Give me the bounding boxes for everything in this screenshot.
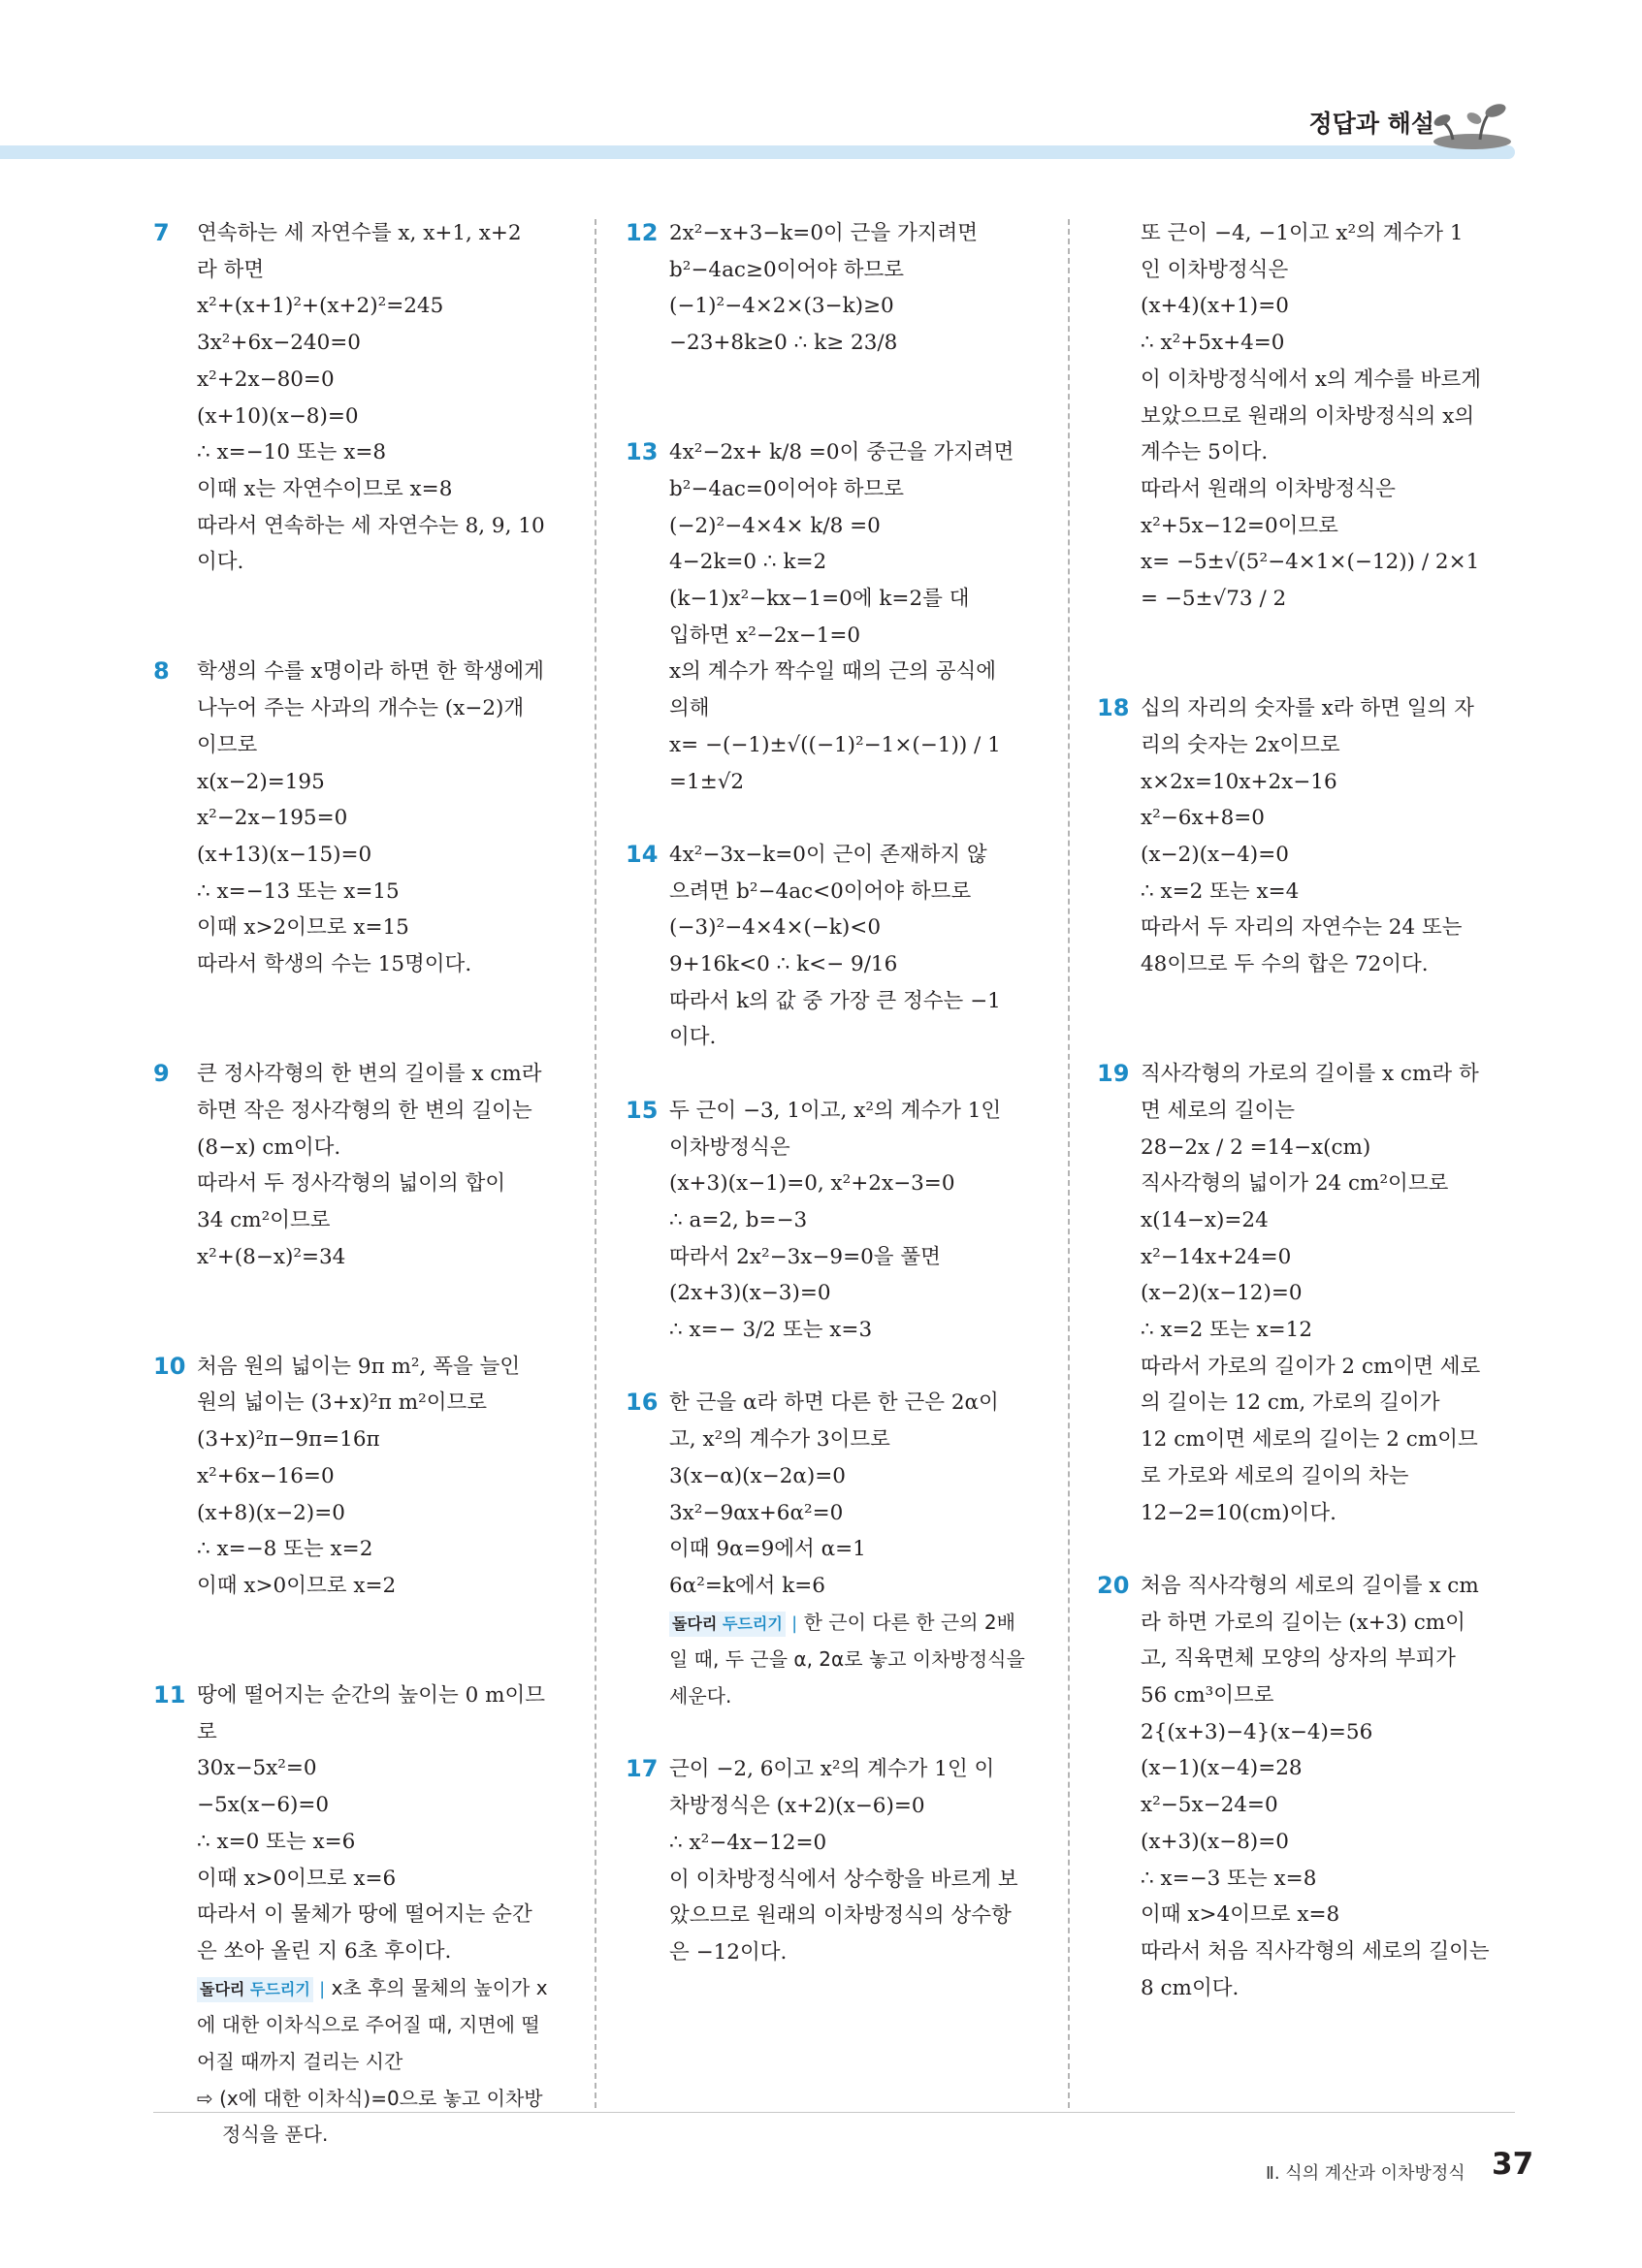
solution-line: 30x−5x²=0 [197, 1756, 317, 1781]
solution-line: 한 근을 α라 하면 다른 한 근은 2α이 [669, 1390, 999, 1416]
solution-line: (2x+3)(x−3)=0 [669, 1281, 831, 1306]
solution-line: 따라서 학생의 수는 15명이다. [197, 952, 472, 977]
sprout-icon [1432, 101, 1513, 149]
solution-line: (x+3)(x−8)=0 [1141, 1829, 1289, 1854]
problem-number: 11 [153, 1681, 186, 1709]
solution-line: 3(x−α)(x−2α)=0 [669, 1463, 846, 1488]
solution-line: 28−2x / 2 =14−x(cm) [1141, 1134, 1371, 1160]
solution-line: 라 하면 [197, 257, 265, 282]
solution-line: x²+2x−80=0 [197, 367, 335, 392]
solution-line: 2x²−x+3−k=0이 근을 가지려면 [669, 221, 979, 245]
solution-line: 9+16k<0 ∴ k<− 9/16 [669, 952, 898, 977]
tip-badge: 돌다리 두드리기 [669, 1612, 786, 1637]
tip-line: ⇨ (x에 대한 이차식)=0으로 놓고 이차방 [197, 2086, 543, 2110]
problem-number: 17 [626, 1755, 659, 1783]
solution-line: (−1)²−4×2×(3−k)≥0 [669, 294, 894, 319]
solution-line: 학생의 수를 x명이라 하면 한 학생에게 [197, 659, 544, 685]
column-divider-2 [1068, 219, 1070, 2108]
solution-line: =1±√2 [669, 769, 745, 794]
problem-number: 15 [626, 1096, 659, 1124]
problem-14 [626, 837, 1033, 1056]
solution-line: 처음 직사각형의 세로의 길이를 x cm [1141, 1573, 1479, 1598]
problem-number: 12 [626, 219, 659, 246]
solution-line: x(14−x)=24 [1141, 1207, 1269, 1232]
solution-line: (x+8)(x−2)=0 [197, 1500, 345, 1525]
solution-line: x의 계수가 짝수일 때의 근의 공식에 [669, 659, 997, 685]
solution-line: 고, x²의 계수가 3이므로 [669, 1427, 890, 1453]
solution-line: (−2)²−4×4× k/8 =0 [669, 513, 881, 538]
solution-line: 이때 x>4이므로 x=8 [1141, 1902, 1340, 1928]
solution-line: 은 −12이다. [669, 1939, 788, 1965]
solution-line: ∴ x=−10 또는 x=8 [197, 440, 387, 465]
solution-line: (x+13)(x−15)=0 [197, 842, 372, 867]
solution-line: (x−1)(x−4)=28 [1141, 1756, 1303, 1781]
solution-line: (x−2)(x−4)=0 [1141, 842, 1289, 867]
problem-15 [626, 1093, 1033, 1349]
problem-number: 20 [1097, 1571, 1130, 1599]
solution-line: 56 cm³이므로 [1141, 1683, 1274, 1709]
solution-line: 하면 작은 정사각형의 한 변의 길이는 [197, 1098, 532, 1123]
solution-line: 34 cm²이므로 [197, 1207, 331, 1232]
problem-11 [153, 1677, 561, 2154]
solution-line: (x+3)(x−1)=0, x²+2x−3=0 [669, 1171, 955, 1197]
page-header-title: 정답과 해설 [1308, 110, 1434, 138]
solution-line: ∴ x=− 3/2 또는 x=3 [669, 1318, 873, 1343]
problem-number: 8 [153, 657, 170, 686]
solution-line: 따라서 k의 값 중 가장 큰 정수는 −1 [669, 988, 1001, 1013]
solution-line: 이때 x는 자연수이므로 x=8 [197, 476, 453, 501]
solution-line: 2{(x+3)−4}(x−4)=56 [1141, 1719, 1373, 1744]
solution-line: 이다. [197, 550, 244, 575]
solution-line: (8−x) cm이다. [197, 1134, 341, 1160]
problem-number: 7 [153, 219, 170, 246]
solution-line: 또 근이 −4, −1이고 x²의 계수가 1 [1141, 221, 1464, 245]
solution-line: x²+(x+1)²+(x+2)²=245 [197, 294, 444, 319]
solution-line: 4x²−3x−k=0이 근이 존재하지 않 [669, 842, 987, 867]
solution-line: 따라서 2x²−3x−9=0을 풀면 [669, 1244, 941, 1269]
solution-line: x²+(8−x)²=34 [197, 1244, 346, 1269]
solution-line: 은 쏘아 올린 지 6초 후이다. [197, 1938, 452, 1964]
problem-number: 14 [626, 840, 659, 868]
solution-line: 나누어 주는 사과의 개수는 (x−2)개 [197, 696, 525, 721]
problem-number: 18 [1097, 694, 1130, 722]
problem-number: 16 [626, 1389, 659, 1417]
solution-line: 두 근이 −3, 1이고, x²의 계수가 1인 [669, 1098, 1002, 1123]
problem-number: 9 [153, 1060, 170, 1088]
solution-line: 로 [197, 1719, 217, 1744]
solution-line: 4x²−2x+ k/8 =0이 중근을 가지려면 [669, 440, 1014, 465]
solution-line: 따라서 가로의 길이가 2 cm이면 세로 [1141, 1354, 1481, 1379]
solution-line: 으려면 b²−4ac<0이어야 하므로 [669, 878, 972, 904]
problem-17-continued [1097, 215, 1504, 618]
problem-12 [626, 215, 1033, 362]
solution-line: ∴ x=−8 또는 x=2 [197, 1537, 373, 1562]
problem-9 [153, 1056, 561, 1275]
problem-10 [153, 1349, 561, 1605]
solution-line: (x+4)(x+1)=0 [1141, 294, 1289, 319]
problem-18 [1097, 690, 1504, 983]
solution-line: x= −5±√(5²−4×1×(−12)) / 2×1 [1141, 550, 1480, 575]
solution-line: 이때 x>2이므로 x=15 [197, 915, 409, 941]
tip-line: 에 대한 이차식으로 주어질 때, 지면에 떨 [197, 2013, 540, 2037]
solution-line: 직사각형의 넓이가 24 cm²이므로 [1141, 1171, 1449, 1197]
solution-line: x×2x=10x+2x−16 [1141, 769, 1337, 794]
problem-20 [1097, 1568, 1504, 2006]
solution-line: ∴ x²+5x+4=0 [1141, 331, 1285, 356]
solution-line: 이 이차방정식에서 x의 계수를 바르게 [1141, 367, 1481, 392]
solution-line: 3x²+6x−240=0 [197, 331, 361, 356]
solution-line: 6α²=k에서 k=6 [669, 1573, 825, 1598]
problem-17 [626, 1751, 1033, 1970]
solution-line: 의 길이는 12 cm, 가로의 길이가 [1141, 1390, 1440, 1416]
solution-line: 이 이차방정식에서 상수항을 바르게 보 [669, 1867, 1018, 1892]
solution-line: b²−4ac=0이어야 하므로 [669, 476, 905, 501]
solution-line: 보았으므로 원래의 이차방정식의 x의 [1141, 403, 1475, 429]
problem-13 [626, 434, 1033, 800]
solution-line: 따라서 두 자리의 자연수는 24 또는 [1141, 915, 1463, 941]
solution-line: 3x²−9αx+6α²=0 [669, 1500, 844, 1525]
solution-line: = −5±√73 / 2 [1141, 587, 1287, 612]
solution-line: x²−6x+8=0 [1141, 806, 1265, 831]
solution-line: 인 이차방정식은 [1141, 257, 1289, 282]
solution-line: 8 cm이다. [1141, 1975, 1240, 2000]
solution-line: 땅에 떨어지는 순간의 높이는 0 m이므 [197, 1683, 546, 1708]
page-number: 37 [1492, 2147, 1534, 2182]
solution-line: ∴ x=−13 또는 x=15 [197, 878, 400, 904]
solution-line: 면 세로의 길이는 [1141, 1098, 1296, 1123]
solution-line: 이차방정식은 [669, 1134, 790, 1160]
solution-line: 이다. [669, 1025, 717, 1050]
solution-line: ∴ a=2, b=−3 [669, 1207, 808, 1232]
tip-line: 일 때, 두 근을 α, 2α로 놓고 이차방정식을 [669, 1647, 1025, 1672]
solution-line: 이때 9α=9에서 α=1 [669, 1537, 866, 1562]
solution-line: ∴ x=2 또는 x=4 [1141, 878, 1300, 904]
solution-line: 4−2k=0 ∴ k=2 [669, 550, 827, 575]
solution-line: 았으므로 원래의 이차방정식의 상수항 [669, 1903, 1012, 1929]
solution-line: 고, 직육면체 모양의 상자의 부피가 [1141, 1646, 1456, 1672]
tip-line: 돌다리 두드리기 | x초 후의 물체의 높이가 x [197, 1970, 561, 2008]
tip-line: 돌다리 두드리기 | 한 근이 다른 한 근의 2배 [669, 1605, 1033, 1643]
solution-line: 12 cm이면 세로의 길이는 2 cm이므 [1141, 1427, 1478, 1453]
solution-line: 처음 원의 넓이는 9π m², 폭을 늘인 [197, 1354, 521, 1379]
solution-line: x²−14x+24=0 [1141, 1244, 1292, 1269]
solution-line: (x+10)(x−8)=0 [197, 403, 359, 429]
solution-line: 따라서 두 정사각형의 넓이의 합이 [197, 1171, 506, 1197]
solution-line: 이때 x>0이므로 x=2 [197, 1573, 397, 1598]
problem-16 [626, 1385, 1033, 1714]
problem-number: 19 [1097, 1060, 1130, 1088]
column-2 [626, 215, 1033, 1971]
solution-line: x²+5x−12=0이므로 [1141, 513, 1338, 538]
problem-number: 10 [153, 1352, 186, 1380]
footer-section-title: Ⅱ. 식의 계산과 이차방정식 [1266, 2163, 1465, 2184]
solution-line: (x−2)(x−12)=0 [1141, 1281, 1303, 1306]
solution-line: x(x−2)=195 [197, 769, 325, 794]
tip-badge: 돌다리 두드리기 [197, 1977, 313, 2002]
solution-line: x= −(−1)±√((−1)²−1×(−1)) / 1 [669, 732, 1001, 757]
solution-line: (−3)²−4×4×(−k)<0 [669, 915, 882, 941]
solution-line: 라 하면 가로의 길이는 (x+3) cm이 [1141, 1610, 1465, 1635]
column-divider-1 [595, 219, 596, 2108]
solution-line: ∴ x=0 또는 x=6 [197, 1829, 356, 1854]
solution-line: 로 가로와 세로의 길이의 차는 [1141, 1463, 1409, 1488]
solution-line: 십의 자리의 숫자를 x라 하면 일의 자 [1141, 696, 1474, 721]
solution-line: 입하면 x²−2x−1=0 [669, 623, 861, 648]
column-3 [1097, 215, 1504, 2006]
solution-line: x²+6x−16=0 [197, 1463, 335, 1488]
solution-line: x²−2x−195=0 [197, 806, 348, 831]
header-band [0, 145, 1515, 159]
solution-line: 근이 −2, 6이고 x²의 계수가 1인 이 [669, 1757, 995, 1782]
solution-line: 직사각형의 가로의 길이를 x cm라 하 [1141, 1062, 1479, 1087]
problem-8 [153, 654, 561, 982]
solution-line: (k−1)x²−kx−1=0에 k=2를 대 [669, 587, 970, 611]
solution-line: 리의 숫자는 2x이므로 [1141, 732, 1340, 757]
solution-line: 48이므로 두 수의 합은 72이다. [1141, 952, 1429, 977]
tip-line: 어질 때까지 걸리는 시간 [197, 2050, 403, 2074]
tip-line: 정식을 푼다. [222, 2123, 329, 2147]
problem-7 [153, 215, 561, 581]
solution-line: 연속하는 세 자연수를 x, x+1, x+2 [197, 221, 522, 245]
solution-line: 따라서 처음 직사각형의 세로의 길이는 [1141, 1938, 1490, 1964]
solution-line: x²−5x−24=0 [1141, 1793, 1278, 1818]
solution-line: ∴ x=2 또는 x=12 [1141, 1318, 1313, 1343]
solution-line: 의해 [669, 696, 710, 721]
solution-line: 이때 x>0이므로 x=6 [197, 1866, 397, 1891]
solution-line: ∴ x=−3 또는 x=8 [1141, 1866, 1317, 1891]
solution-line: 따라서 이 물체가 땅에 떨어지는 순간 [197, 1902, 532, 1928]
solution-line: ∴ x²−4x−12=0 [669, 1830, 827, 1855]
solution-line: 따라서 연속하는 세 자연수는 8, 9, 10 [197, 513, 545, 538]
solution-line: −23+8k≥0 ∴ k≥ 23/8 [669, 331, 898, 356]
solution-line: 차방정식은 (x+2)(x−6)=0 [669, 1794, 925, 1819]
solution-line: 12−2=10(cm)이다. [1141, 1500, 1337, 1525]
solution-line: 계수는 5이다. [1141, 440, 1269, 465]
problem-number: 13 [626, 438, 659, 466]
column-1 [153, 215, 561, 2154]
solution-line: (3+x)²π−9π=16π [197, 1427, 380, 1453]
problem-19 [1097, 1056, 1504, 1531]
tip-line: 세운다. [669, 1684, 732, 1709]
solution-line: b²−4ac≥0이어야 하므로 [669, 257, 905, 282]
solution-line: 따라서 원래의 이차방정식은 [1141, 476, 1396, 501]
solution-line: −5x(x−6)=0 [197, 1793, 330, 1818]
solution-line: 원의 넓이는 (3+x)²π m²이므로 [197, 1390, 488, 1416]
solution-line: 큰 정사각형의 한 변의 길이를 x cm라 [197, 1062, 542, 1087]
solution-line: 이므로 [197, 732, 258, 757]
